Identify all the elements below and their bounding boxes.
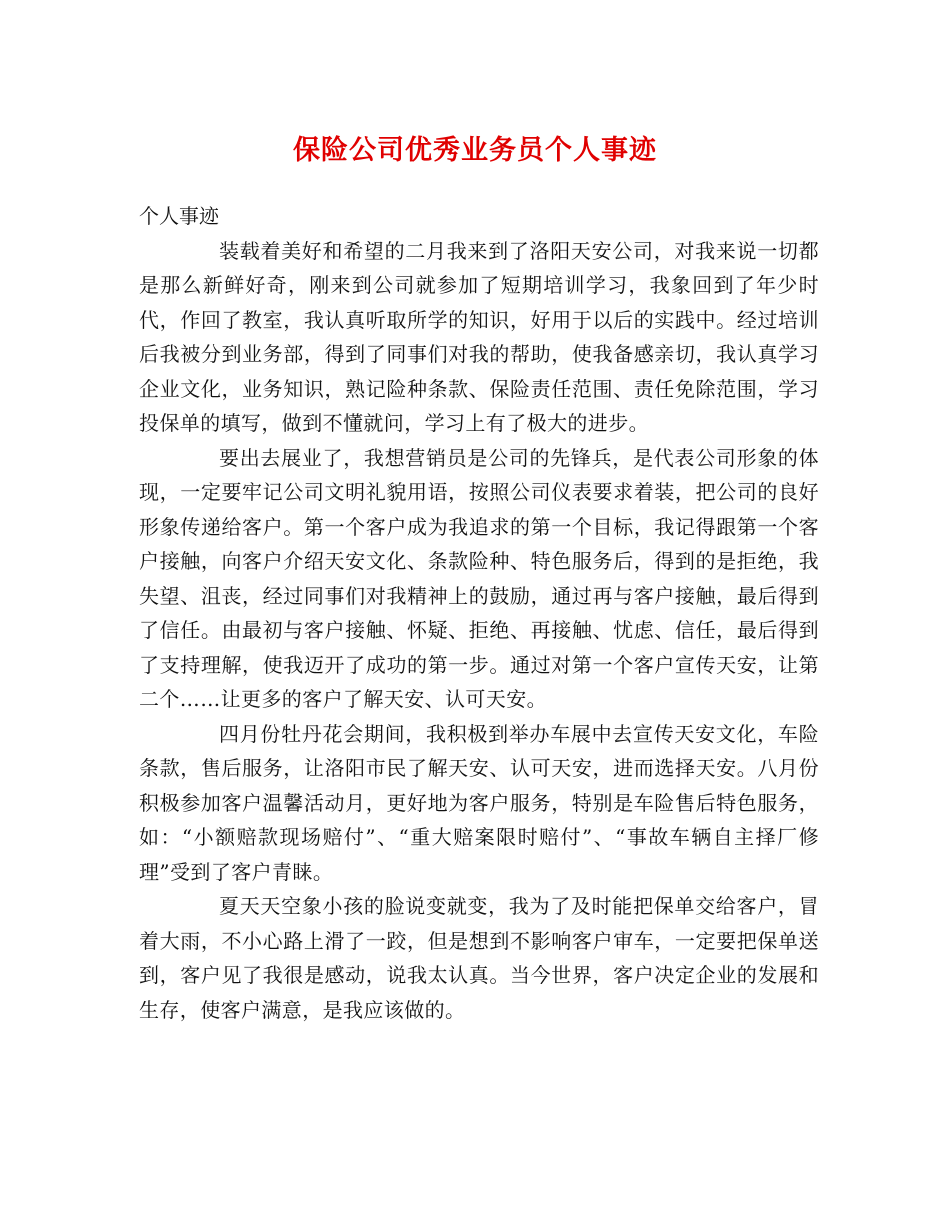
- paragraph-1: 装载着美好和希望的二月我来到了洛阳天安公司，对我来说一切都是那么新鲜好奇，刚来到公司就参加了短期培训学习，我象回到了年少时代，作回了教室，我认真听取所学的知识，好用于以后的实践中。经过培训后我被分到业务部，得到了同事们对我的帮助，使我备感亲切，我认真学习企业文化，业务知识，熟记险种条款、保险责任范围、责任免除范围，学习投保单的填写，做到不懂就问，学习上有了极大的进步。: [139, 238, 819, 435]
- paragraph-4: 夏天天空象小孩的脸说变就变，我为了及时能把保单交给客户，冒着大雨，不小心路上滑了一跤，但是想到不影响客户审车，一定要把保单送到，客户见了我很是感动，说我太认真。当今世界，客户决定企业的发展和生存，使客户满意，是我应该做的。: [139, 894, 819, 1022]
- paragraph-2: 要出去展业了，我想营销员是公司的先锋兵，是代表公司形象的体现，一定要牢记公司文明礼貌用语，按照公司仪表要求着装，把公司的良好形象传递给客户。第一个客户成为我追求的第一个目标，我记得跟第一个客户接触，向客户介绍天安文化、条款险种、特色服务后，得到的是拒绝，我失望、沮丧，经过同事们对我精神上的鼓励，通过再与客户接触，最后得到了信任。由最初与客户接触、怀疑、拒绝、再接触、忧虑、信任，最后得到了支持理解，使我迈开了成功的第一步。通过对第一个客户宣传天安，让第二个……让更多的客户了解天安、认可天安。: [139, 445, 819, 711]
- document-body: [139, 199, 819, 1027]
- section-heading: 个人事迹: [139, 204, 219, 228]
- paragraph-3: 四月份牡丹花会期间，我积极到举办车展中去宣传天安文化，车险条款，售后服务，让洛阳市民了解天安、认可天安，进而选择天安。八月份积极参加客户温馨活动月，更好地为客户服务，特别是车险售后特色服务，如：“小额赔款现场赔付”、“重大赔案限时赔付”、“事故车辆自主择厂修理”受到了客户青睐。: [139, 721, 819, 884]
- document-title: 保险公司优秀业务员个人事迹: [293, 135, 657, 166]
